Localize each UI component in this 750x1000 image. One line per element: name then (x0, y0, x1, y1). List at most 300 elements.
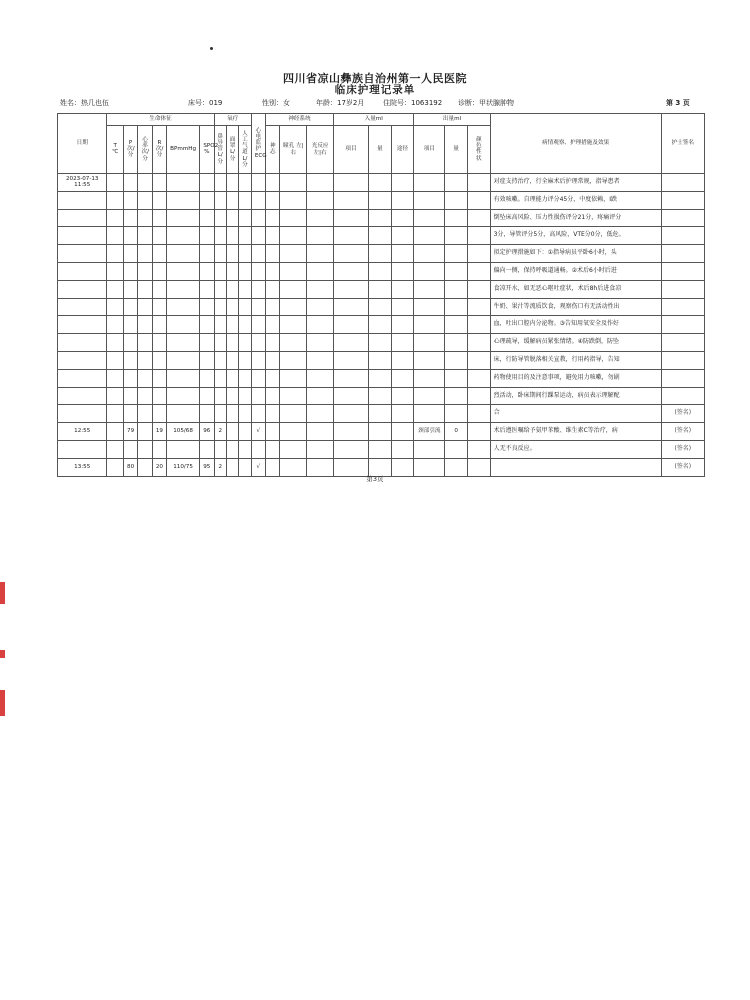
cell-p (123, 369, 137, 387)
table-row (58, 298, 705, 316)
cell-color (467, 351, 490, 369)
cell-consciousness (266, 227, 280, 245)
cell-consciousness (266, 387, 280, 405)
cell-bp (167, 298, 200, 316)
cell-light-reflex (307, 423, 334, 441)
cell-intake-item (334, 262, 369, 280)
header-r: R 次/分 (152, 126, 166, 174)
cell-output-item (414, 209, 445, 227)
cell-note: 有效咳嗽。自理能力评分45分，中度依赖，Ⅰ跌 (490, 191, 661, 209)
cell-t (107, 405, 123, 423)
cell-consciousness (266, 334, 280, 352)
cell-sig (661, 351, 704, 369)
cell-intake-item (334, 334, 369, 352)
cell-ecg (251, 298, 265, 316)
cell-sig (661, 262, 704, 280)
cell-note: 烈活动，卧床期间行踝泵运动，病员表示理解配 (490, 387, 661, 405)
cell-mask (226, 405, 238, 423)
cell-color (467, 387, 490, 405)
footer-page-number: 第3页 (366, 475, 384, 483)
cell-bp: 110/75 (167, 458, 200, 476)
cell-bp: 105/68 (167, 423, 200, 441)
cell-hr (138, 316, 152, 334)
cell-note: 术后遵医嘱给予氨甲苯酸、维生素C等治疗，病 (490, 423, 661, 441)
cell-date-time (58, 423, 107, 441)
cell-mask (226, 191, 238, 209)
cell-t (107, 387, 123, 405)
cell-ventilator (239, 209, 251, 227)
cell-sig (661, 280, 704, 298)
diagnosis: 诊断：甲状腺肿物 (458, 99, 514, 107)
cell-consciousness (266, 298, 280, 316)
cell-nasal (214, 280, 226, 298)
cell-pupil (280, 262, 307, 280)
cell-consciousness (266, 440, 280, 458)
cell-intake-route (391, 423, 414, 441)
cell-spo2 (200, 334, 214, 352)
cell-intake-item (334, 387, 369, 405)
cell-output-item (414, 191, 445, 209)
cell-output-amount (445, 191, 468, 209)
cell-intake-item (334, 369, 369, 387)
cell-bp (167, 227, 200, 245)
cell-nasal (214, 387, 226, 405)
cell-p: 80 (123, 458, 137, 476)
header-t: T ℃ (107, 126, 123, 174)
cell-ventilator (239, 369, 251, 387)
cell-nasal (214, 191, 226, 209)
cell-bp (167, 440, 200, 458)
header-intake-item: 项目 (334, 126, 369, 174)
record-time: 11:55 (74, 182, 91, 189)
record-date: 2023-07-13 (65, 175, 99, 182)
cell-ecg: √ (251, 423, 265, 441)
cell-ventilator (239, 351, 251, 369)
header-nasal: 鼻导管L/分 (214, 126, 226, 174)
cell-t (107, 351, 123, 369)
cell-r (152, 191, 166, 209)
cell-note: 心理疏导，缓解病员紧张情绪。④防跌倒，防坠 (490, 334, 661, 352)
header-ventilator: 人工气道L/分 (239, 126, 251, 174)
cell-intake-amount (369, 316, 392, 334)
cell-spo2 (200, 351, 214, 369)
cell-date-time (58, 440, 107, 458)
cell-consciousness (266, 423, 280, 441)
cell-ecg (251, 351, 265, 369)
cell-spo2: 95 (200, 458, 214, 476)
cell-pupil (280, 174, 307, 192)
cell-r (152, 245, 166, 263)
cell-intake-route (391, 387, 414, 405)
cell-mask (226, 387, 238, 405)
cell-intake-route (391, 262, 414, 280)
cell-pupil (280, 405, 307, 423)
cell-hr (138, 280, 152, 298)
cell-sig: (签名) (661, 405, 704, 423)
cell-spo2 (200, 298, 214, 316)
cell-consciousness (266, 191, 280, 209)
cell-t (107, 334, 123, 352)
cell-note: 合 (490, 405, 661, 423)
cell-note: 牛奶、果汁等流质饮食，观察伤口有无活动性出 (490, 298, 661, 316)
cell-r (152, 262, 166, 280)
cell-consciousness (266, 369, 280, 387)
header-neuro: 神经系统 (266, 114, 334, 126)
cell-mask (226, 351, 238, 369)
cell-intake-amount (369, 351, 392, 369)
cell-r (152, 280, 166, 298)
table-row (58, 334, 705, 352)
cell-nasal (214, 227, 226, 245)
header-oxygen: 氧疗 (214, 114, 251, 126)
cell-sig (661, 191, 704, 209)
header-color: 颜色性状 (467, 126, 490, 174)
cell-nasal (214, 245, 226, 263)
cell-nasal (214, 369, 226, 387)
cell-pupil (280, 245, 307, 263)
cell-pupil (280, 351, 307, 369)
cell-color (467, 280, 490, 298)
cell-output-amount (445, 227, 468, 245)
cell-output-amount (445, 262, 468, 280)
cell-consciousness (266, 316, 280, 334)
record-time: 12:55 (74, 428, 91, 435)
cell-r (152, 334, 166, 352)
cell-t (107, 280, 123, 298)
cell-nasal (214, 405, 226, 423)
cell-intake-item (334, 298, 369, 316)
cell-date-time (58, 174, 107, 192)
cell-intake-route (391, 351, 414, 369)
cell-spo2 (200, 387, 214, 405)
cell-color (467, 227, 490, 245)
cell-nasal: 2 (214, 423, 226, 441)
cell-intake-item (334, 423, 369, 441)
cell-ecg (251, 280, 265, 298)
cell-color (467, 262, 490, 280)
cell-nasal (214, 209, 226, 227)
cell-date-time (58, 405, 107, 423)
cell-ventilator (239, 334, 251, 352)
cell-date-time (58, 351, 107, 369)
header-signature: 护士签名 (661, 114, 704, 174)
cell-p (123, 405, 137, 423)
cell-r (152, 387, 166, 405)
cell-sig (661, 298, 704, 316)
cell-r (152, 369, 166, 387)
table-row (58, 262, 705, 280)
cell-spo2 (200, 245, 214, 263)
cell-bp (167, 191, 200, 209)
cell-mask (226, 298, 238, 316)
header-vital-signs: 生命体征 (107, 114, 214, 126)
cell-t (107, 245, 123, 263)
cell-sig: (签名) (661, 458, 704, 476)
cell-note: 拟定护理措施如下：①指导病员平卧6小时，头 (490, 245, 661, 263)
cell-intake-route (391, 209, 414, 227)
cell-sig (661, 245, 704, 263)
cell-light-reflex (307, 316, 334, 334)
cell-light-reflex (307, 351, 334, 369)
cell-intake-amount (369, 369, 392, 387)
header-date: 日期 (58, 114, 107, 174)
cell-hr (138, 174, 152, 192)
cell-sig: (签名) (661, 440, 704, 458)
cell-intake-route (391, 191, 414, 209)
cell-date-time (58, 262, 107, 280)
header-output-amount: 量 (445, 126, 468, 174)
cell-pupil (280, 440, 307, 458)
cell-sig (661, 209, 704, 227)
cell-intake-item (334, 245, 369, 263)
cell-bp (167, 334, 200, 352)
table-row (58, 209, 705, 227)
cell-light-reflex (307, 227, 334, 245)
cell-consciousness (266, 280, 280, 298)
cell-light-reflex (307, 191, 334, 209)
cell-color (467, 369, 490, 387)
header-intake-amount: 量 (369, 126, 392, 174)
cell-ventilator (239, 405, 251, 423)
cell-spo2 (200, 209, 214, 227)
table-row (58, 191, 705, 209)
table-row (58, 351, 705, 369)
cell-bp (167, 405, 200, 423)
cell-spo2 (200, 280, 214, 298)
cell-intake-route (391, 405, 414, 423)
cell-spo2 (200, 440, 214, 458)
cell-nasal (214, 262, 226, 280)
cell-color (467, 405, 490, 423)
cell-hr (138, 209, 152, 227)
cell-output-item (414, 227, 445, 245)
cell-nasal (214, 440, 226, 458)
cell-p (123, 174, 137, 192)
table-row (58, 387, 705, 405)
cell-date-time (58, 245, 107, 263)
cell-ventilator (239, 262, 251, 280)
bed-number: 床号：019 (188, 99, 223, 107)
cell-ecg (251, 440, 265, 458)
cell-p (123, 227, 137, 245)
cell-output-amount (445, 280, 468, 298)
cell-bp (167, 351, 200, 369)
header-p: P 次/分 (123, 126, 137, 174)
cell-ecg (251, 405, 265, 423)
cell-sig (661, 316, 704, 334)
cell-p (123, 280, 137, 298)
cell-t (107, 440, 123, 458)
header-intake-route: 途径 (391, 126, 414, 174)
cell-intake-item (334, 280, 369, 298)
admission-number: 住院号：1063192 (383, 99, 443, 107)
cell-intake-amount (369, 209, 392, 227)
cell-bp (167, 369, 200, 387)
cell-nasal (214, 298, 226, 316)
cell-consciousness (266, 245, 280, 263)
cell-output-amount (445, 245, 468, 263)
cell-t (107, 369, 123, 387)
cell-output-amount (445, 369, 468, 387)
cell-ecg (251, 191, 265, 209)
cell-nasal (214, 316, 226, 334)
cell-color (467, 334, 490, 352)
cell-intake-item (334, 405, 369, 423)
cell-nasal (214, 334, 226, 352)
cell-ecg (251, 369, 265, 387)
cell-hr (138, 405, 152, 423)
cell-light-reflex (307, 387, 334, 405)
cell-bp (167, 262, 200, 280)
cell-sig (661, 387, 704, 405)
header-hr: 心率次/分 (138, 126, 152, 174)
cell-note: 对症支持治疗，行全麻术后护理常规，指导患者 (490, 174, 661, 192)
header-bp: BPmmHg (167, 126, 200, 174)
cell-spo2 (200, 174, 214, 192)
cell-p (123, 245, 137, 263)
cell-date-time (58, 298, 107, 316)
cell-hr (138, 191, 152, 209)
cell-hr (138, 245, 152, 263)
cell-p: 79 (123, 423, 137, 441)
cell-ventilator (239, 227, 251, 245)
cell-intake-item (334, 209, 369, 227)
page-number: 第 3 页 (666, 99, 690, 107)
cell-p (123, 262, 137, 280)
cell-output-item (414, 245, 445, 263)
cell-p (123, 191, 137, 209)
cell-spo2 (200, 227, 214, 245)
patient-age: 年龄：17岁2月 (316, 99, 365, 107)
header-output: 出量ml (414, 114, 490, 126)
cell-intake-route (391, 440, 414, 458)
cell-output-amount (445, 440, 468, 458)
cell-date-time (58, 280, 107, 298)
cell-date-time (58, 209, 107, 227)
cell-ventilator (239, 191, 251, 209)
cell-output-amount (445, 387, 468, 405)
cell-color (467, 245, 490, 263)
cell-note: 床，行防导管脱落相关宣教，行用药指导，告知 (490, 351, 661, 369)
cell-sig: (签名) (661, 423, 704, 441)
cell-light-reflex (307, 440, 334, 458)
cell-p (123, 387, 137, 405)
cell-mask (226, 334, 238, 352)
cell-light-reflex (307, 209, 334, 227)
cell-mask (226, 316, 238, 334)
cell-pupil (280, 316, 307, 334)
cell-pupil (280, 227, 307, 245)
cell-ventilator (239, 387, 251, 405)
cell-r: 19 (152, 423, 166, 441)
cell-date-time (58, 191, 107, 209)
cell-bp (167, 280, 200, 298)
cell-light-reflex (307, 174, 334, 192)
cell-bp (167, 245, 200, 263)
cell-consciousness (266, 405, 280, 423)
cell-output-item (414, 280, 445, 298)
cell-ventilator (239, 245, 251, 263)
binding-mark (0, 650, 5, 658)
cell-hr (138, 387, 152, 405)
header-intake: 入量ml (334, 114, 414, 126)
cell-output-amount (445, 316, 468, 334)
table-row (58, 280, 705, 298)
cell-sig (661, 174, 704, 192)
cell-consciousness (266, 209, 280, 227)
cell-ecg (251, 334, 265, 352)
cell-note: 偏向一侧，保持呼吸道通畅。②术后6小时后进 (490, 262, 661, 280)
form-title: 临床护理记录单 (334, 84, 416, 96)
cell-note: 血，吐出口腔内分泌物。③告知用氧安全及作好 (490, 316, 661, 334)
cell-intake-amount (369, 387, 392, 405)
cell-intake-amount (369, 334, 392, 352)
cell-pupil (280, 298, 307, 316)
cell-output-item (414, 334, 445, 352)
table-row (58, 405, 705, 423)
cell-ventilator (239, 423, 251, 441)
cell-spo2 (200, 405, 214, 423)
cell-intake-route (391, 227, 414, 245)
cell-pupil (280, 209, 307, 227)
cell-r (152, 351, 166, 369)
header-consciousness: 神志 (266, 126, 280, 174)
cell-p (123, 334, 137, 352)
cell-ecg (251, 262, 265, 280)
cell-intake-amount (369, 174, 392, 192)
cell-date-time (58, 316, 107, 334)
cell-pupil (280, 387, 307, 405)
header-pupil: 瞳孔 左|右 (280, 126, 307, 174)
cell-output-item (414, 405, 445, 423)
cell-t (107, 191, 123, 209)
cell-t (107, 227, 123, 245)
cell-intake-route (391, 316, 414, 334)
cell-intake-route (391, 298, 414, 316)
cell-hr (138, 351, 152, 369)
cell-mask (226, 174, 238, 192)
cell-mask (226, 423, 238, 441)
nursing-record-table (57, 113, 705, 477)
header-ecg: 心电监护ECG (251, 114, 265, 174)
header-mask: 面罩L/分 (226, 126, 238, 174)
cell-r (152, 440, 166, 458)
cell-output-item (414, 262, 445, 280)
cell-intake-amount (369, 191, 392, 209)
cell-r (152, 174, 166, 192)
cell-color (467, 191, 490, 209)
cell-p (123, 298, 137, 316)
cell-color (467, 174, 490, 192)
cell-ecg (251, 387, 265, 405)
cell-color (467, 423, 490, 441)
cell-intake-item (334, 191, 369, 209)
cell-note: 倒坠床高风险、压力性损伤评分21分，疼痛评分 (490, 209, 661, 227)
cell-note: 食凉开水，如无恶心呕吐症状，术后8h后进食凉 (490, 280, 661, 298)
cell-p (123, 440, 137, 458)
cell-ventilator (239, 298, 251, 316)
cell-ecg (251, 209, 265, 227)
cell-mask (226, 227, 238, 245)
cell-light-reflex (307, 245, 334, 263)
cell-nasal: 2 (214, 458, 226, 476)
cell-mask (226, 280, 238, 298)
cell-output-item (414, 298, 445, 316)
cell-intake-amount (369, 227, 392, 245)
cell-p (123, 351, 137, 369)
scan-speck (210, 47, 213, 50)
cell-t (107, 209, 123, 227)
